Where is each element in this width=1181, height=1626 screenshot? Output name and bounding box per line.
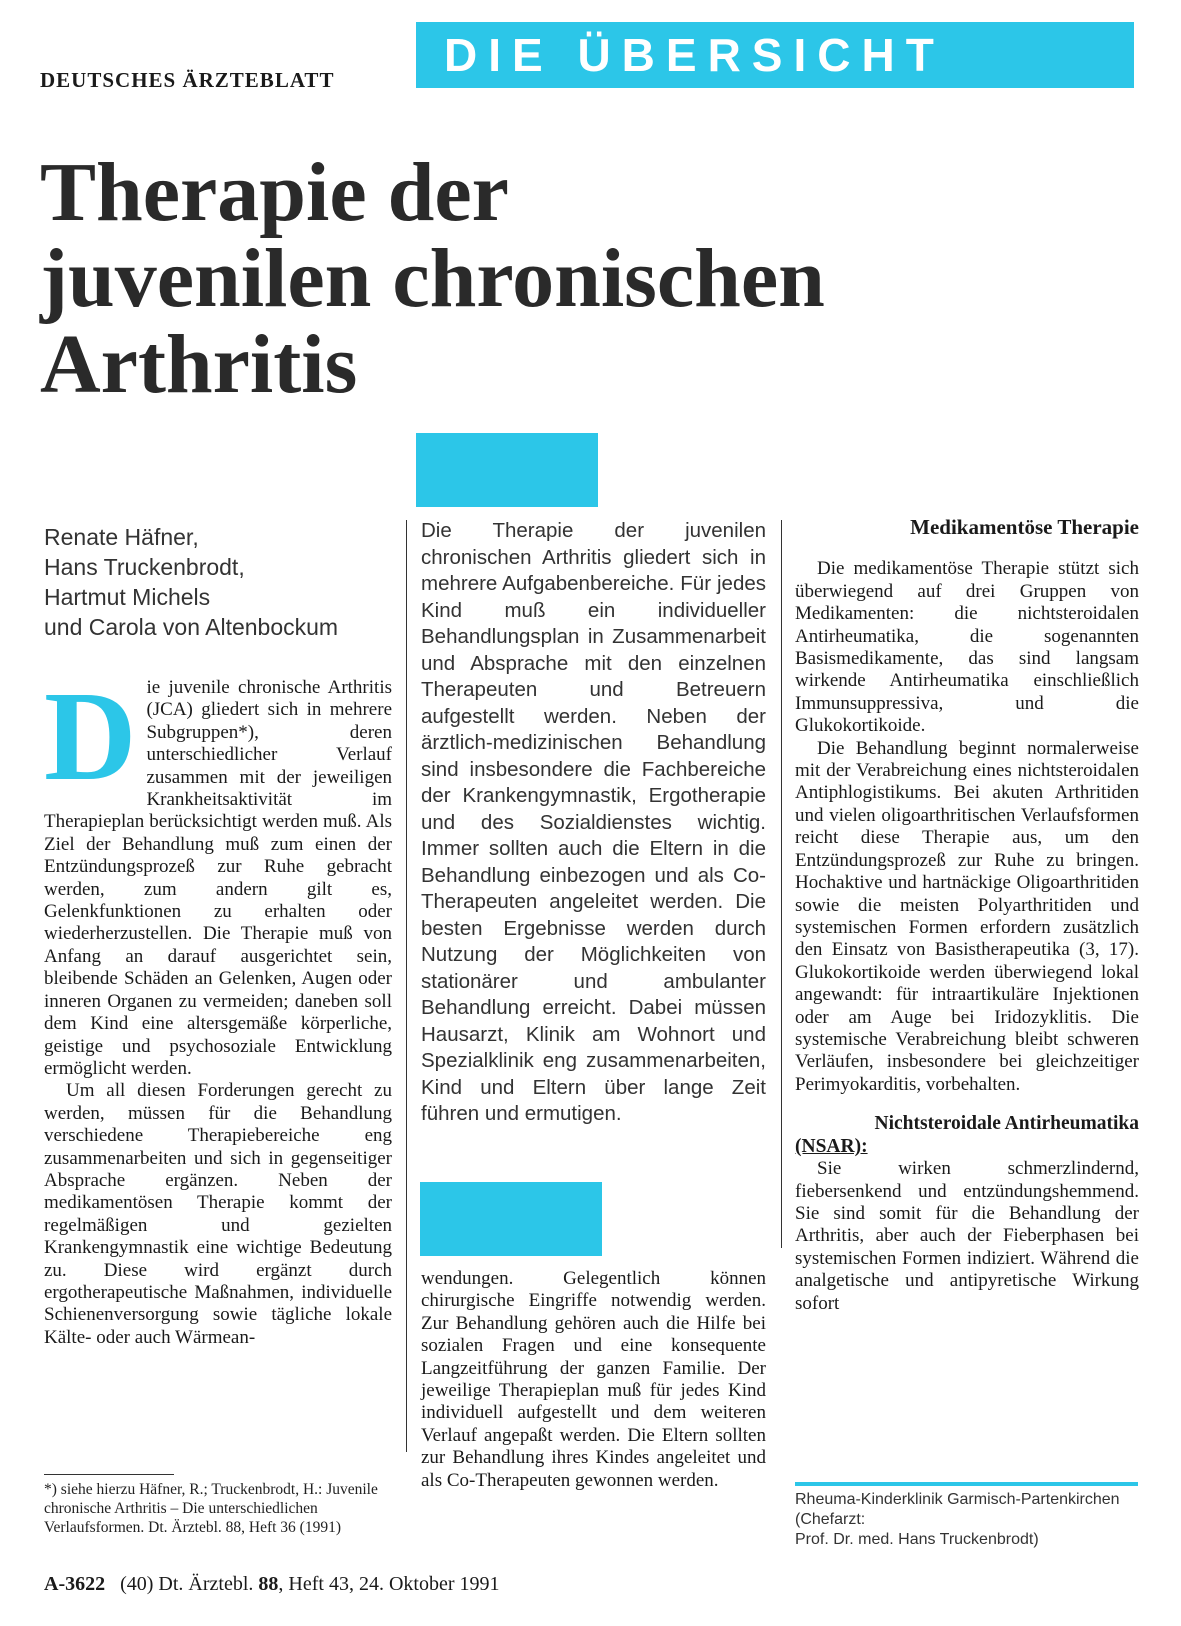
page-code: A-3622: [44, 1573, 106, 1595]
author-list: [44, 522, 392, 642]
body-paragraph: Die medikamentöse Therapie stützt sich überwiegend auf drei Gruppen von Medikamenten: die nichtsteroidalen Antirheumatika, die sogenannten Basismedikamente, das sind langsam wirkende Antirheumatika einschließlich Immunsuppressiva, und die Glukokortikoide.: [795, 558, 1139, 737]
page-number: (40) Dt. Ärztebl.: [120, 1573, 254, 1595]
footnote: *) siehe hierzu Häfner, R.; Truckenbrodt, H.: Juvenile chronische Arthritis – Die unterschiedlichen Verlaufsformen. Dt. Ärztebl. 88, Heft 36 (1991): [44, 1481, 378, 1536]
section-banner: DIE ÜBERSICHT: [416, 22, 1134, 88]
title-line: Therapie der: [40, 146, 509, 239]
affiliation-line: Rheuma-Kinderklinik Garmisch-Partenkirchen (Chefarzt:: [795, 1491, 1120, 1528]
paragraph-text: ie juvenile chronische Arthritis (JCA) gliedert sich in mehrere Subgruppen*), deren unterschiedlicher Verlauf zusammen mit der jeweiligen Krankheitsaktivität im Therapieplan berücksichtigt werden muß. Als Ziel der Behandlung muß zum einen der Entzündungsprozeß zur Ruhe gebracht werden, zum andern gilt es, Gelenkfunktionen zu erhalten oder wiederherzustellen. Die Therapie muß von Anfang an darauf ausgerichtet sein, bleibende Schäden an Gelenken, Augen oder inneren Organen zu vermeiden; daneben soll dem Kind eine altersgemäße körperliche, geistige und psychosoziale Entwicklung ermöglicht werden.: [44, 677, 392, 1079]
title-line: Arthritis: [40, 318, 358, 411]
article-title: [40, 146, 1120, 411]
decorative-cyan-block: [416, 433, 598, 507]
title-line: juvenilen chronischen: [40, 232, 825, 325]
volume-number: 88: [258, 1573, 279, 1595]
author-name: und Carola von Altenbockum: [44, 614, 339, 640]
body-paragraph: Die Behandlung beginnt normalerweise mit der Verabreichung eines nichtsteroidalen Antiphlogistikums. Bei akuten Arthritiden und vielen oligoarthritischen Verlaufsformen reicht diese Therapie aus, um den Entzündungsprozeß zur Ruhe zu bringen. Hochaktive und hartnäckige Oligoarthritiden sowie die meisten Polyarthritiden und systemischen Formen erfordern zusätzlich den Einsatz von Basistherapeutika (3, 17). Glukokortikoide werden überwiegend lokal angewandt: für intraartikuläre Injektionen oder am Auge bei Iridozyklitis. Die systemische Verabreichung bleibt schweren Verläufen, insbesondere bei gleichzeitiger Perimyokarditis, vorbehalten.: [795, 737, 1139, 1095]
intro-summary: Die Therapie der juvenilen chronischen Arthritis gliedert sich in mehrere Aufgabenbereiche. Für jedes Kind muß ein individueller Behandlungsplan in Zusammenarbeit und Absprache mit den einzelnen Therapeuten und Betreuern aufgestellt werden. Neben der ärztlich-medizinischen Behandlung sind insbesondere die Fachbereiche der Krankengymnastik, Ergotherapie und des Sozialdienstes wichtig. Immer sollten auch die Eltern in die Behandlung einbezogen und als Co-Therapeuten angeleitet werden. Die besten Ergebnisse werden durch Nutzung der Möglichkeiten von stationärer und ambulanter Behandlung erreicht. Dabei müssen Hausarzt, Klinik am Wohnort und Spezialklinik eng zusammenarbeiten, Kind und Eltern über lange Zeit führen und ermutigen.: [421, 519, 766, 1125]
body-paragraph: Sie wirken schmerzlindernd, fiebersenkend und entzündungshemmend. Sie sind somit für die Behandlung der Arthritis, aber auch der Fieberphasen bei systemischen Formen indiziert. Während die analgetische und antipyretische Wirkung sofort: [795, 1158, 1139, 1314]
column-divider: [781, 520, 782, 1248]
drop-cap: D: [44, 665, 137, 807]
page-footer: [44, 1573, 499, 1596]
body-paragraph-continuation: wendungen. Gelegentlich können chirurgische Eingriffe notwendig werden. Zur Behandlung gehören auch die Hilfe bei sozialen Fragen und eine konsequente Langzeitführung der ganzen Familie. Der jeweilige Therapieplan muß für jedes Kind individuell aufgestellt und dem weiteren Verlauf angepaßt werden. Die Eltern sollten zur Behandlung ihres Kindes angeleitet und als Co-Therapeuten gewonnen werden.: [421, 1268, 766, 1491]
author-name: Hartmut Michels: [44, 584, 211, 610]
author-name: Renate Häfner,: [44, 524, 199, 550]
body-paragraph: Um all diesen Forderungen gerecht zu werden, müssen für die Behandlung verschiedene Therapiebereiche eng zusammenarbeiten und sich in gegenseitiger Absprache ergänzen. Neben der medikamentösen Therapie kommt der regelmäßigen und gezielten Krankengymnastik eine wichtige Bedeutung zu. Diese wird ergänzt durch ergotherapeutische Maßnahmen, individuelle Schienenversorgung sowie tägliche lokale Kälte- oder auch Wärmean-: [44, 1080, 392, 1348]
body-column-1: [44, 665, 392, 1349]
issue-info: , Heft 43, 24. Oktober 1991: [278, 1573, 500, 1595]
author-name: Hans Truckenbrodt,: [44, 554, 245, 580]
decorative-cyan-block: [420, 1182, 602, 1256]
subheading-line: (NSAR):: [795, 1136, 868, 1158]
body-paragraph: [44, 665, 392, 1080]
subsection-heading: [795, 1112, 1139, 1158]
body-column-3: [795, 516, 1139, 1315]
column-divider: [406, 520, 407, 1452]
footnote-divider: [44, 1474, 174, 1475]
affiliation-line: Prof. Dr. med. Hans Truckenbrodt): [795, 1531, 1039, 1548]
affiliation-divider: [795, 1482, 1138, 1486]
author-affiliation: [795, 1490, 1138, 1550]
journal-masthead: DEUTSCHES ÄRZTEBLATT: [40, 68, 335, 92]
subheading-line: Nichtsteroidale Antirheumatika: [874, 1113, 1139, 1135]
section-heading: Medikamentöse Therapie: [910, 515, 1139, 539]
